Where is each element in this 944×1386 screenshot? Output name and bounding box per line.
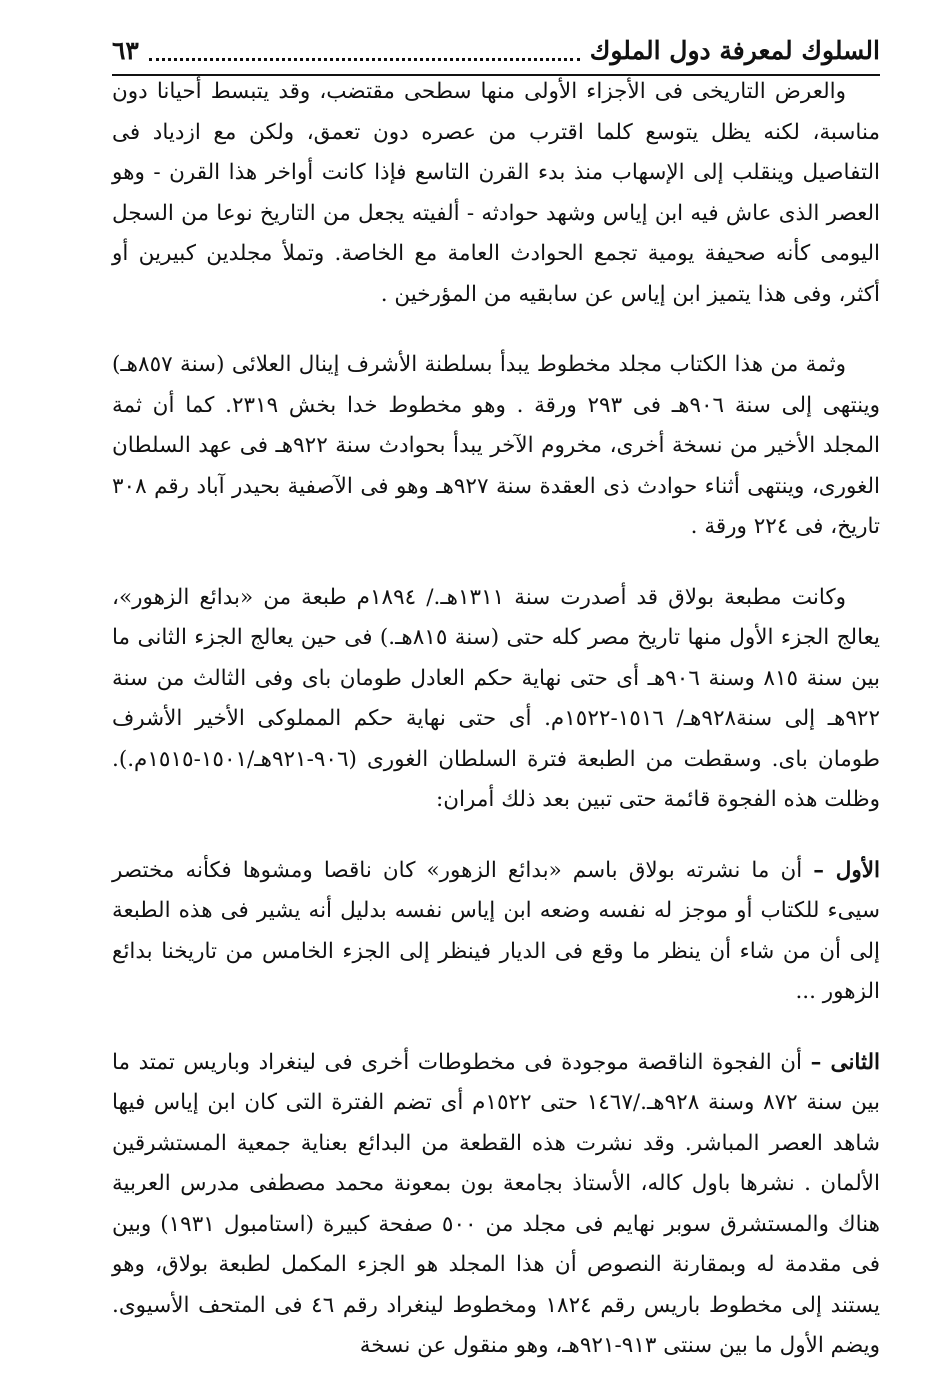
paragraph-text: أن ما نشرته بولاق باسم «بدائع الزهور» كان ناقصا ومشوها فكأنه مختصر سيىء للكتاب أو موجز له نفسه وضعه ابن إياس نفسه بدليل أنه يشير فى هذه الطبعة إلى أن من شاء أن ينظر ما وقع فى الديار فينظر إلى الجزء الخامس من تاريخنا بدائع الزهور ... (112, 857, 880, 1004)
paragraph-second-point (112, 1043, 880, 1367)
paragraph-first-point (112, 851, 880, 1013)
paragraph-text: والعرض التاريخى فى الأجزاء الأولى منها سطحى مقتضب، وقد يتبسط أحيانا دون مناسبة، لكنه يظل يتوسع كلما اقترب من عصره دون تعمق، ولكن مع ازدياد فى التفاصيل وينقلب إلى الإسهاب منذ بدء القرن التاسع فإذا كانت أواخر هذا القرن - وهو العصر الذى عاش فيه ابن إياس وشهد حوادثه - ألفيته يجعل من التاريخ نوعا من السجل اليومى كأنه صحيفة يومية تجمع الحوادث العامة مع الخاصة. وتملأ مجلدين كبيرين أو أكثر، وفى هذا يتميز ابن إياس عن سابقيه من المؤرخين . (112, 79, 880, 307)
paragraph-manuscripts (112, 345, 880, 548)
paragraph-text: أن الفجوة الناقصة موجودة فى مخطوطات أخرى فى لينغراد وباريس تمتد ما بين سنة ٨٧٢ وسنة ٩٢٨هـ./١٤٦٧ حتى ١٥٢٢م أى تضم الفترة التى كان ابن إياس فيها شاهد العصر المباشر. وقد نشرت هذه القطعة من البدائع بعناية جمعية المستشرقين الألمان . نشرها باول كاله، الأستاذ بجامعة بون بمعونة محمد مصطفى مدرس العربية هناك والمستشرق سوبر نهايم فى مجلد من ٥٠٠ صفحة كبيرة (استامبول ١٩٣١) وبين فى مقدمة له وبمقارنة النصوص أن هذا المجلد هو الجزء المكمل لطبعة بولاق، وهو يستند إلى مخطوط باريس رقم ١٨٢٤ ومخطوط لينغراد رقم ٤٦ فى المتحف الأسيوى. ويضم الأول ما بين سنتى ٩١٣-٩٢١هـ، وهو منقول عن نسخة (112, 1049, 881, 1358)
header-dot-leader (149, 40, 580, 61)
paragraph-historical-presentation (112, 72, 880, 315)
paragraph-bulaq-edition (112, 578, 880, 821)
paragraph-text: وكانت مطبعة بولاق قد أصدرت سنة ١٣١١هـ./ ١٨٩٤م طبعة من «بدائع الزهور»، يعالج الجزء الأول منها تاريخ مصر كله حتى (سنة ٨١٥هـ.) فى حين يعالج الجزء الثانى ما بين سنة ٨١٥ وسنة ٩٠٦هـ أى حتى نهاية حكم العادل طومان باى وفى الثالث من سنة ٩٢٢هـ إلى سنة٩٢٨هـ/ ١٥١٦-١٥٢٢م. أى حتى نهاية حكم المملوكى الأخير الأشرف طومان باى. وسقطت من الطبعة فترة السلطان الغورى (٩٠٦-٩٢١هـ/١٥٠١-١٥١٥م.). وظلت هذه الفجوة قائمة حتى تبين بعد ذلك أمران: (112, 584, 881, 812)
book-title: السلوك لمعرفة دول الملوك (589, 35, 880, 65)
page-number: ٦٣ (112, 35, 139, 65)
paragraph-lead-word: الأول – (813, 857, 880, 883)
body-text (112, 72, 880, 1367)
paragraph-text: وثمة من هذا الكتاب مجلد مخطوط يبدأ بسلطنة الأشرف إينال العلائى (سنة ٨٥٧هـ) وينتهى إلى سنة ٩٠٦هـ فى ٢٩٣ ورقة . وهو مخطوط خدا بخش ٢٣١٩. كما أن ثمة المجلد الأخير من نسخة أخرى، مخروم الآخر يبدأ بحوادث سنة ٩٢٢هـ فى عهد السلطان الغورى، وينتهى أثناء حوادث ذى العقدة سنة ٩٢٧هـ وهو فى الآصفية بحيدر آباد رقم ٣٠٨ تاريخ، فى ٢٢٤ ورقة . (112, 352, 880, 539)
running-header (112, 26, 880, 76)
paragraph-lead-word: الثانى – (810, 1049, 880, 1075)
